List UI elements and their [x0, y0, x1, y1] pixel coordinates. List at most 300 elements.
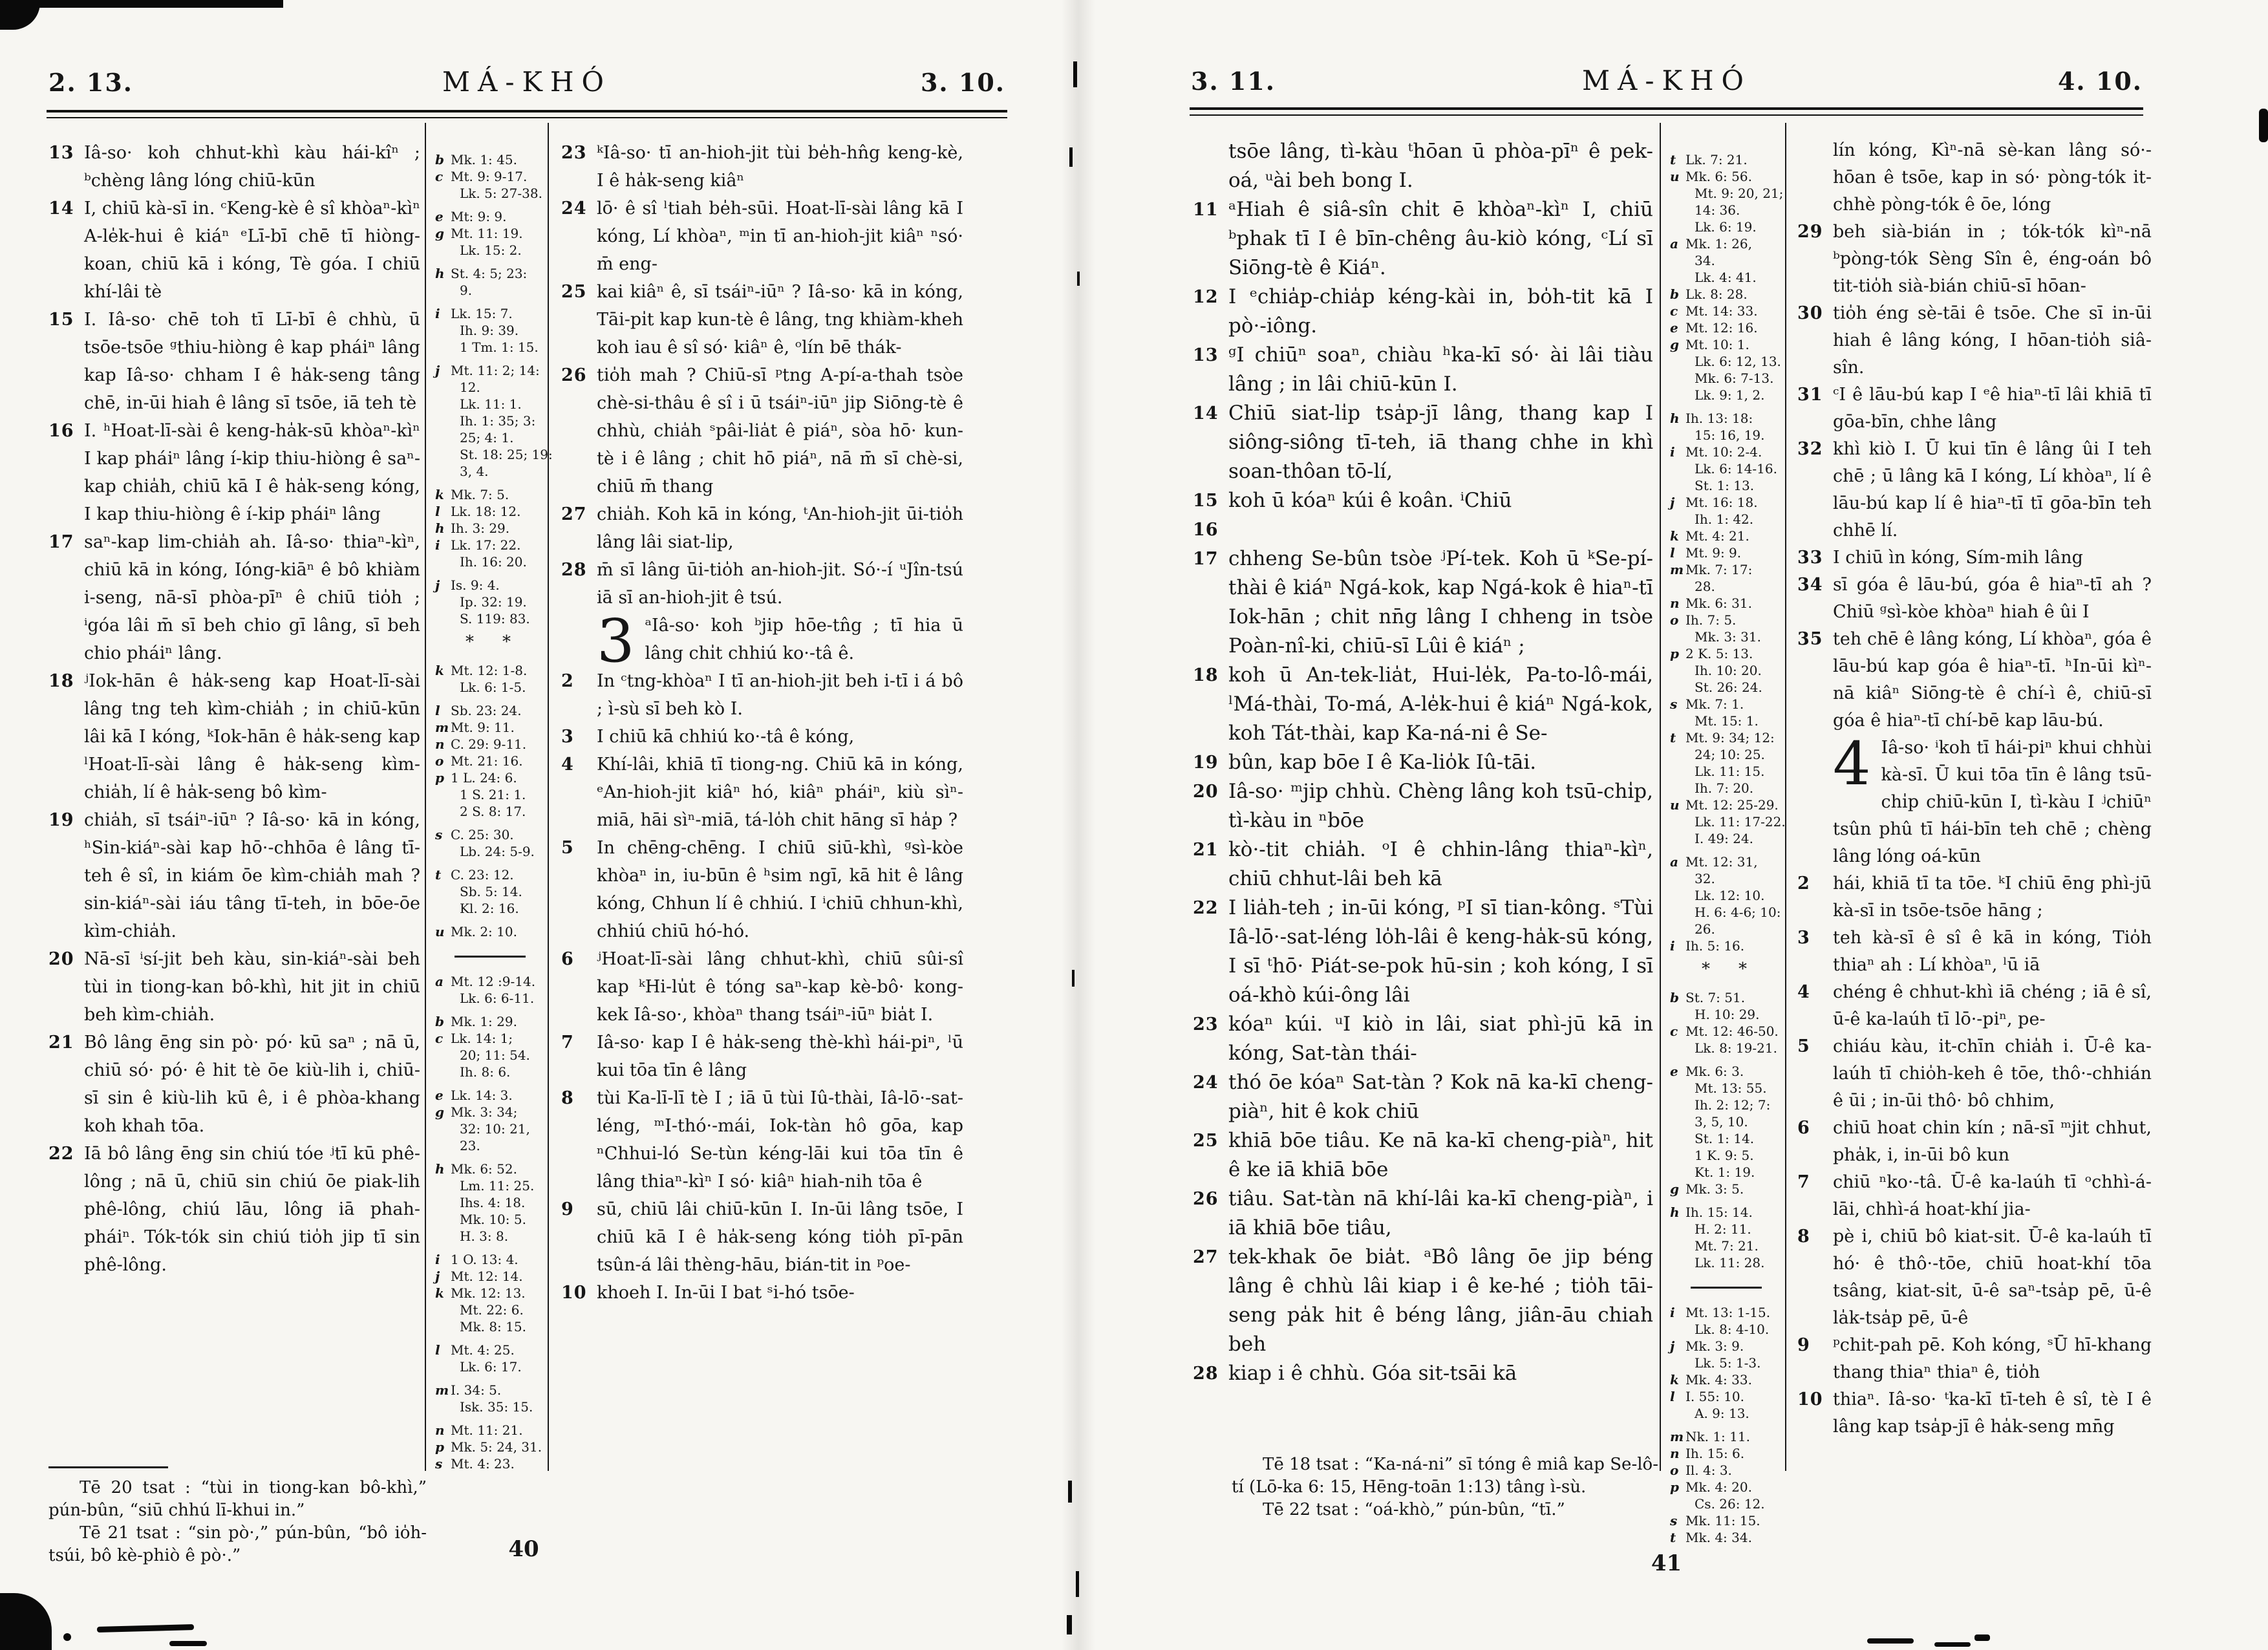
verse-text: khoeh I. In-ūi I bat ˢi-hó tsōe- [597, 1283, 855, 1303]
verse [561, 834, 963, 945]
verse [1193, 544, 1653, 661]
cross-reference: o Il. 4: 3. [1670, 1462, 1732, 1478]
cross-reference: H. 10: 29. [1695, 1007, 1760, 1022]
verse-number: 21 [1193, 840, 1219, 860]
cross-reference: 14: 36. [1695, 202, 1740, 218]
cross-reference: Ih. 8: 6. [460, 1064, 511, 1080]
verse [1193, 777, 1653, 835]
spacer [435, 1080, 545, 1087]
verse [561, 723, 963, 751]
footnote: Tē 18 tsat : “Ka-ná-ni” sī tóng ê miâ kap Se-lô-tí (Lō-ka 6: 15, Hēng-toān 1:13) tâng ì-sù. [1232, 1455, 1658, 1497]
divider-rule [1691, 1287, 1762, 1289]
verse [1193, 835, 1653, 894]
verse-text: 4 Iâ-so· ⁱkoh tī hái-piⁿ khui chhùi kà-sī. Ū kui tōa tīn ê lâng tsū-chi̍p chiū-kūn I, tì-kàu I ʲchiūⁿ tsûn phû tī hái-bīn teh chē ; chèng lâng lóng oá-kūn [1833, 729, 2152, 866]
verse [1797, 137, 2152, 219]
verse [561, 361, 963, 500]
verse [48, 667, 420, 806]
cross-reference: Ihs. 4: 18. [460, 1195, 526, 1210]
verse-text: chiū ⁿko·-tâ. Ū-ê ka-laúh tī ᵒchhì-á-lāi, chhì-á hoat-khí jia- [1833, 1172, 2152, 1219]
verse-text: chiáu kàu, it-chīn chia̍h i. Ū-ê ka-laúh tī chio̍h-keh ê tōe, thô·-chhián ê ūi ; in-ūi thô· bô chhim, [1833, 1036, 2152, 1111]
cross-reference: i 1 O. 13: 4. [435, 1252, 519, 1267]
cross-reference: St. 1: 14. [1695, 1131, 1755, 1146]
verse-text: ᵖchit-pah pē. Koh kóng, ˢŪ hī-khang thang thiaⁿ thiaⁿ ê, tio̍h [1833, 1335, 2152, 1382]
verse-text: m̄ sī lâng ūi-tio̍h an-hioh-jit. Só·-í ᵘJîn-tsú iā sī an-hioh-jit ê tsú. [597, 560, 963, 608]
divider-rule [455, 956, 526, 958]
spacer [435, 1375, 545, 1382]
cross-reference: u Mt. 12: 25-29. [1670, 797, 1779, 813]
cross-reference: s C. 25: 30. [435, 827, 514, 842]
cross-reference: Isk. 35: 15. [460, 1399, 533, 1415]
verse [1193, 748, 1653, 777]
cross-reference: Mt. 7: 21. [1695, 1238, 1759, 1254]
verse-number: 26 [1193, 1189, 1219, 1209]
section-separator: * * [1702, 959, 1751, 979]
verse [1193, 661, 1653, 748]
verse-number: 30 [1797, 303, 1823, 323]
cross-reference: n Mt. 11: 21. [435, 1422, 523, 1438]
cross-reference: 12. [460, 380, 480, 395]
verse-number: 9 [1797, 1335, 1810, 1355]
cross-reference: g Mt. 11: 19. [435, 226, 523, 241]
verse [48, 945, 420, 1029]
cross-reference: e Mt. 12: 16. [1670, 320, 1758, 336]
verse-number: 18 [1193, 665, 1219, 685]
verse-text: Iâ-so· ᵐjip chhù. Chèng lâng koh tsū-chi̍p, tì-kàu in ⁿbōe [1228, 780, 1653, 832]
verse-text: I chiū kā chhiú ko·-tâ ê kóng, [597, 727, 855, 747]
scan-smudge [1867, 1638, 1914, 1644]
verse [48, 1029, 420, 1140]
cross-reference: e Lk. 14: 3. [435, 1088, 513, 1103]
verse-text: kiap i ê chhù. Góa sit-tsāi kā [1228, 1362, 1517, 1385]
text-column-1 [1193, 137, 1653, 1450]
cross-reference: m Mt. 9: 11. [435, 720, 515, 735]
verse-number: 8 [1797, 1227, 1810, 1247]
cross-reference: j Mt. 16: 18. [1670, 495, 1758, 510]
spacer [435, 1154, 545, 1161]
cross-reference: s Mk. 11: 15. [1670, 1513, 1760, 1528]
cross-reference: c Mt. 14: 33. [1670, 303, 1758, 319]
page-left [0, 0, 1060, 1650]
verse [1193, 486, 1653, 544]
verse-text: chia̍h. Koh kā in kóng, ᵗAn-hioh-jit ūi-tio̍h lâng lâi siat-li̍p, [597, 504, 963, 552]
verse [1193, 1010, 1653, 1068]
spacer [1670, 1197, 1782, 1204]
verse-text: tek-khak ōe bia̍t. ᵃBô lâng ōe jip béng lâng ê chhù lâi kiap i ê ke-hé ; tio̍h tāi-seng pa̍k hit ê béng lâng, jiân-āu chiah beh [1228, 1245, 1653, 1356]
verse [1797, 381, 2152, 436]
cross-reference: a Mk. 1: 26, [1670, 236, 1752, 252]
chapter-number: 3 [597, 606, 635, 676]
verse-number: 9 [561, 1199, 574, 1219]
verse [1797, 1332, 2152, 1386]
spacer [435, 570, 545, 577]
cross-reference: Lk. 6: 6-11. [460, 991, 535, 1006]
header-chapter-verse-left: 2. 13. [48, 68, 134, 97]
cross-reference: 1 S. 21: 1. [460, 787, 526, 802]
verse [1797, 979, 2152, 1033]
cross-reference: Ip. 32: 19. [460, 594, 527, 610]
spacer [435, 820, 545, 826]
verse-number: 12 [1193, 287, 1219, 307]
verse [48, 528, 420, 667]
cross-reference: b Mk. 1: 45. [435, 152, 517, 167]
verse-number: 27 [561, 504, 587, 524]
verse-text: ᵏIâ-so· tī an-hioh-jit tùi be̍h-hn̂g keng-kè, I ê ha̍k-seng kiâⁿ [597, 143, 963, 191]
footnote: Tē 22 tsat : “oá-khò,” pún-bûn, “tī.” [1263, 1500, 1565, 1519]
cross-reference: H. 3: 8. [460, 1228, 509, 1244]
cross-reference: 24; 10: 25. [1695, 747, 1765, 762]
scan-smudge [1974, 1634, 1990, 1641]
verse-number [1797, 734, 1833, 870]
verse-text: lín kóng, Kìⁿ-nā sè-kan lâng só·-hōan ê tsōe, kap in só· pòng-tók it-chhè pòng-tók ê ōe, lóng [1833, 140, 2152, 215]
verse [1193, 137, 1653, 195]
scan-smudge [63, 1633, 71, 1641]
header-chapter-verse-left: 3. 11. [1191, 67, 1276, 96]
verse-text: ᵍI chiūⁿ soaⁿ, chiàu ʰka-kī só· ài lâi tiàu lâng ; in lâi chiū-kūn I. [1228, 343, 1653, 396]
chapter-number: 4 [1833, 729, 1871, 798]
cross-reference: n Mk. 6: 31. [1670, 595, 1752, 611]
verse [1797, 626, 2152, 734]
cross-reference: Ih. 1: 42. [1695, 511, 1754, 527]
cross-reference: St. 26: 24. [1695, 680, 1762, 695]
page-number-right: 41 [1651, 1550, 1682, 1576]
verse-text: hái, khiā tī ta tōe. ᵏI chiū ēng phì-jū kà-sī in tsōe-tsōe hāng ; [1833, 873, 2152, 921]
cross-reference: 1 K. 9: 5. [1695, 1148, 1754, 1163]
header-chapter-verse-right: 3. 10. [920, 68, 1005, 97]
cross-reference: Mk. 3: 31. [1695, 629, 1761, 645]
verse-text: Iâ-so· koh chhut-khì kàu hái-kîⁿ ; ᵇchèng lâng lóng chiū-kūn [84, 143, 420, 191]
cross-reference: Mt. 9: 20, 21; [1695, 186, 1784, 201]
verse-number: 5 [1797, 1036, 1810, 1056]
fold-mark [1077, 272, 1080, 286]
verse-number: 25 [1193, 1131, 1219, 1151]
cross-reference: h Mk. 6: 52. [435, 1161, 517, 1177]
verse-text: ᵃHiah ê siâ-sîn chi̍t ē khòaⁿ-kìⁿ I, chiū ᵇphak tī I ê bīn-chêng âu-kiò kóng, ᶜLí sī Siōng-tè ê Kiáⁿ. [1228, 198, 1653, 279]
cross-reference: j Mt. 12: 14. [435, 1269, 523, 1284]
fold-mark [1072, 970, 1075, 987]
cross-reference: 1 Tm. 1: 15. [460, 339, 539, 355]
verse-number: 16 [48, 421, 74, 441]
cross-reference: l I. 55: 10. [1670, 1389, 1744, 1404]
fold-mark [1067, 1615, 1072, 1634]
footnote: Tē 20 tsat : “tùi in tiong-kan bô-khì,” pún-bûn, “siū chhú lī-khui in.” [48, 1478, 427, 1520]
cross-reference: i Lk. 15: 7. [435, 306, 513, 321]
verse-text: teh kà-sī ê sî ê kā in kóng, Tio̍h thiaⁿ ah : Lí khòaⁿ, ˡū iā [1833, 928, 2152, 975]
cross-reference: l Mt. 9: 9. [1670, 545, 1742, 561]
spacer [435, 917, 545, 923]
cross-reference: u Mk. 6: 56. [1670, 169, 1752, 184]
verse-number: 33 [1797, 548, 1823, 568]
verse-text: tiâu. Sat-tàn nā khí-lâi ka-kī cheng-piàⁿ, i iā khiā bōe tiâu, [1228, 1187, 1653, 1239]
cross-reference: k Mt. 4: 21. [1670, 528, 1749, 544]
spacer [1670, 847, 1782, 853]
cross-reference: Ih. 2: 12; 7: [1695, 1097, 1771, 1113]
verse-text: teh chē ê lâng kóng, Lí khòaⁿ, góa ê lāu-bú kap góa ê hiaⁿ-tī. ʰIn-ūi kìⁿ-nā kiâⁿ Siōng-tè ê chí-ì ê, chiū-sī góa ê hiaⁿ-tī chí-bē kap lāu-bú. [1833, 629, 2152, 731]
verse-number: 28 [1193, 1364, 1219, 1384]
fold-mark [1068, 1481, 1072, 1503]
cross-reference: 32: 10: 21, [460, 1121, 530, 1137]
cross-reference: 32. [1695, 871, 1715, 886]
verse [1797, 544, 2152, 572]
verse-text: I. Iâ-so· chē toh tī Lī-bī ê chhù, ū tsōe-tsōe ᵍthiu-hiòng ê kap pháiⁿ lâng kap Iâ-so· chham I ê ha̍k-seng tâng chē, in-ūi hiah ê lâng sī tsōe, iā teh tè [84, 310, 420, 413]
cross-reference: e Mk. 6: 3. [1670, 1064, 1744, 1079]
cross-reference: 25; 4: 1. [460, 430, 514, 445]
verse-text: I chiū ìn kóng, Sím-mih lâng [1833, 548, 2083, 568]
verse-number: 17 [1193, 549, 1219, 569]
verse [1193, 1243, 1653, 1359]
cross-reference: Lk. 4: 41. [1695, 270, 1757, 285]
verse-number: 3 [1797, 928, 1810, 948]
verse [1797, 1386, 2152, 1441]
cross-reference: e Mt: 9: 9. [435, 209, 507, 224]
cross-reference: Lk. 8: 4-10. [1695, 1322, 1770, 1337]
cross-reference: l Mt. 4: 25. [435, 1342, 515, 1358]
verse-text: Iā bô lâng ēng sin chiú tóe ʲtī kū phê-lông ; nā ū, chiū sin chiú ōe piak-lih phê-lông, chiú lāu, lông iā phah-pháiⁿ. Tók-tók sin chiú tio̍h jip tī sin phê-lông. [84, 1144, 420, 1275]
verse-number: 7 [561, 1033, 574, 1053]
cross-reference: S. 119: 83. [460, 611, 530, 627]
verse [561, 1279, 963, 1307]
cross-reference: Mk. 10: 5. [460, 1212, 526, 1227]
cross-reference: Lk. 5: 1-3. [1695, 1355, 1761, 1371]
verse-text: bûn, kap bōe I ê Ka-lio̍k Iû-tāi. [1228, 751, 1537, 774]
cross-reference: p Mk. 4: 20. [1670, 1479, 1752, 1495]
spacer [435, 1245, 545, 1251]
verse-number: 35 [1797, 629, 1823, 649]
verse-number: 14 [48, 198, 74, 219]
verse-text: 3 ᵃIâ-so· koh ᵇjip hōe-tn̂g ; tī hia ū lâng chi̍t chhiú ko·-tâ ê. [597, 606, 963, 676]
verse-number: 6 [561, 949, 574, 969]
cross-reference: Cs. 26: 12. [1695, 1496, 1765, 1512]
spacer [435, 696, 545, 702]
cross-reference: n C. 29: 9-11. [435, 736, 527, 752]
verse [48, 417, 420, 528]
cross-reference: m I. 34: 5. [435, 1382, 502, 1398]
verse-number: 14 [1193, 403, 1219, 423]
cross-reference: Lk. 11: 28. [1695, 1255, 1765, 1270]
cross-reference: 2 S. 8: 17. [460, 804, 526, 819]
spacer [435, 259, 545, 265]
text-column-1 [48, 139, 420, 1471]
cross-reference: k Mt. 12: 1-8. [435, 663, 528, 678]
verse-text: chheng Se-bûn tsòe ʲPí-tek. Koh ū ᵏSe-pí-thài ê kiáⁿ Ngá-kok, kap Ngá-kok ê hiaⁿ-tī Iok-hān ; chit nn̄g lâng I chheng in tsòe Poàn-nî-ki, chiū-sī Lûi ê kiáⁿ ; [1228, 547, 1653, 658]
spacer [435, 299, 545, 305]
cross-reference: I. 49: 24. [1695, 831, 1753, 846]
cross-reference: Lk. 8: 19-21. [1695, 1040, 1777, 1056]
cross-reference: Lk. 11: 17-22. [1695, 814, 1786, 830]
verse-text: Khí-lâi, khiā tī tiong-ng. Chiū kā in kóng, ᵉAn-hioh-jit kiâⁿ hó, kiâⁿ pháiⁿ, kiù sìⁿ-miā, hāi sìⁿ-miā, tá-lo̍h chit hāng sī ha̍p ? [597, 755, 963, 830]
verse-text: kò·-tit chia̍h. ᵒI ê chhin-lâng thiaⁿ-kìⁿ, chiū chhut-lâi beh kā [1228, 838, 1653, 890]
cross-reference: Ih. 1: 35; 3: [460, 413, 536, 429]
verse-number: 28 [561, 560, 587, 580]
verse [1797, 436, 2152, 544]
verse [48, 195, 420, 306]
verse [1193, 1126, 1653, 1184]
verse-number: 6 [1797, 1118, 1810, 1138]
verse-text: In chēng-chēng. I chiū siū-khì, ᵍsì-kòe khòaⁿ in, iu-būn ê ʰsim ngī, kā hit ê lâng kóng, Chhun lí ê chhiú. I ⁱchiū chhun-khì, chhiú chiū hó-hó. [597, 838, 963, 941]
verse-text: sū, chiū lâi chiū-kūn I. In-ūi lâng tsōe, I chiū kā I ê ha̍k-seng kóng tio̍h pī-pān tsûn-á lâi thèng-hāu, bián-tit in ᵖoe- [597, 1199, 963, 1275]
cross-reference: Ih. 16: 20. [460, 554, 527, 570]
fold-mark [1073, 61, 1077, 87]
verse-text: ʲHoat-lī-sài lâng chhut-khì, chiū sûi-sî kap ᵏHi-lu̍t ê tóng saⁿ-kap kè-bô· kong-kek Iâ-so·, khòaⁿ thang tsáiⁿ-iūⁿ bia̍t I. [597, 949, 963, 1025]
spacer [435, 202, 545, 208]
verse-text: chia̍h, sī tsáiⁿ-iūⁿ ? Iâ-so· kā in kóng, ʰSin-kiáⁿ-sài kap hō·-chhōa ê lâng tī-teh ê sî, in kiám ōe kìm-chia̍h mah ? sin-kiáⁿ-sài iáu tâng tī-teh, in bōe-ōe kìm-chia̍h. [84, 810, 420, 941]
spacer [435, 1415, 545, 1422]
verse-text: thó ōe kóaⁿ Sat-tàn ? Kok nā ka-kī cheng-piàⁿ, hit ê kok chiū [1228, 1071, 1653, 1123]
verse-number: 21 [48, 1033, 74, 1053]
verse-number: 2 [561, 671, 574, 691]
cross-reference: t C. 23: 12. [435, 867, 514, 883]
page-right [1099, 0, 2268, 1650]
verse-text: saⁿ-kap lim-chia̍h ah. Iâ-so· thiaⁿ-kìⁿ, chiū kā in kóng, Ióng-kiāⁿ ê bô khiàm i-seng, nā-sī phòa-pīⁿ ê chiū tio̍h ; ⁱgóa lâi m̄ sī beh chio gī lâng, sī beh chio pháiⁿ lâng. [84, 532, 420, 663]
cross-reference: h Ih. 15: 14. [1670, 1205, 1753, 1220]
verse-number: 19 [1193, 753, 1219, 773]
verse-number: 15 [48, 310, 74, 330]
verse-number: 18 [48, 671, 74, 691]
verse-number: 20 [1193, 782, 1219, 802]
verse-number: 24 [561, 198, 587, 219]
cross-reference: Lk. 11: 1. [460, 396, 522, 412]
fold-mark [1069, 147, 1073, 167]
binding-fold-shadow [1062, 0, 1095, 1650]
verse [1797, 300, 2152, 381]
verse [1797, 1169, 2152, 1223]
verse [1797, 1033, 2152, 1115]
verse-number: 15 16 [1193, 491, 1219, 540]
verse [1193, 195, 1653, 283]
verse-text: I, chiū kà-sī in. ᶜKeng-kè ê sî khòaⁿ-kìⁿ A-le̍k-hui ê kiáⁿ ᵉLī-bī chē tī hiòng-koan, chiū kā i kóng, Tè góa. I chiū khí-lâi tè [84, 198, 420, 302]
book-title: MÁ-KHÓ [442, 66, 612, 98]
cross-reference: 20; 11: 54. [460, 1047, 530, 1063]
verse-text: I lia̍h-teh ; in-ūi kóng, ᵖI sī tian-kông. ˢTùi Iâ-lō·-sat-léng lo̍h-lâi ê keng-ha̍k-sū kóng, I sī ᵗhō· Piát-se-pok hū-sin ; koh kóng, I sī oá-khò kúi-ông lâi [1228, 896, 1653, 1007]
cross-reference: Ih. 7: 20. [1695, 780, 1754, 796]
text-column-2 [1797, 137, 2152, 1524]
cross-reference: 3, 4. [460, 464, 489, 479]
cross-reference: Lk. 9: 1, 2. [1695, 387, 1765, 403]
cross-reference: g Mt. 10: 1. [1670, 337, 1749, 352]
spacer [435, 940, 545, 947]
cross-reference: p Mk. 5: 24, 31. [435, 1439, 542, 1455]
verse [48, 1140, 420, 1279]
verse [1193, 283, 1653, 341]
page-number-left: 40 [508, 1536, 539, 1562]
cross-reference: 26. [1695, 921, 1715, 937]
verse [561, 1084, 963, 1195]
verse-text: I ᵉchia̍p-chia̍p kéng-kài in, bo̍h-tit kā I pò·-iông. [1228, 285, 1653, 338]
verse-number: 26 [561, 365, 587, 385]
cross-reference: A. 9: 13. [1695, 1406, 1749, 1421]
verse-text: Chiū siat-li̍p tsa̍p-jī lâng, thang kap I siông-siông tī-teh, iā thang chhe in khì soan-thôan tō-lí, [1228, 402, 1653, 483]
running-header-left-page [48, 66, 1005, 98]
cross-reference: 34. [1695, 253, 1715, 268]
cross-reference: Mt. 15: 1. [1695, 713, 1759, 729]
scan-smudge [0, 0, 283, 8]
cross-reference: Ih. 10: 20. [1695, 663, 1762, 678]
verse [48, 139, 420, 195]
spacer [1670, 403, 1782, 410]
cross-reference: Sb. 5: 14. [460, 884, 522, 899]
cross-reference: Lb. 24: 5-9. [460, 844, 535, 859]
spacer [435, 480, 545, 486]
cross-reference: 3, 5, 10. [1695, 1114, 1748, 1130]
verse-number: 10 [1797, 1389, 1823, 1409]
cross-reference: 28. [1695, 579, 1715, 594]
verse-number: 7 [1797, 1172, 1810, 1192]
cross-reference: j Mt. 11: 2; 14: [435, 363, 540, 378]
spacer [1670, 1056, 1782, 1063]
verse-number: 2 [1797, 873, 1810, 894]
cross-reference: i Ih. 5: 16. [1670, 938, 1745, 954]
verse-number: 24 [1193, 1073, 1219, 1093]
cross-reference: a Mt. 12 :9-14. [435, 974, 536, 989]
cross-reference: p 2 K. 5: 13. [1670, 646, 1753, 661]
verse [561, 500, 963, 556]
scan-smudge [1934, 1642, 1971, 1647]
verse-number [1193, 137, 1228, 195]
verse [1193, 1068, 1653, 1126]
verse-number: 31 [1797, 385, 1823, 405]
verse [561, 556, 963, 612]
verse [48, 806, 420, 945]
cross-reference: h St. 4: 5; 23: [435, 266, 528, 281]
verse [1193, 341, 1653, 399]
verse [561, 1195, 963, 1279]
fold-mark [1076, 1571, 1079, 1597]
cross-reference: Lk. 15: 2. [460, 242, 522, 258]
cross-reference: j Mk. 3: 9. [1670, 1338, 1744, 1354]
verse-text: tsōe lâng, tì-kàu ᵗhōan ū phòa-pīⁿ ê pek-oá, ᵘài beh bong I. [1228, 140, 1653, 192]
verse [1193, 1359, 1653, 1388]
scan-smudge [169, 1641, 207, 1646]
cross-reference: s Mk. 7: 1. [1670, 696, 1744, 712]
verse-text: tio̍h mah ? Chiū-sī ᵖtng A-pí-a-thah tsòe chè-si-thâu ê sî i ū tsáiⁿ-iūⁿ jip Siōng-tè ê chhù, chia̍h ˢpâi-lia̍t ê piáⁿ, sòa hō· kun-tè i ê lâng ; chit hō piáⁿ, nā m̄ sī chè-si, chiū m̄ thang [597, 365, 963, 497]
chapter-start-verse [561, 606, 963, 676]
verse [561, 195, 963, 278]
verse-number: 27 [1193, 1247, 1219, 1267]
cross-reference: Lk. 12: 10. [1695, 888, 1765, 903]
spacer [435, 1007, 545, 1013]
cross-reference: 23. [460, 1138, 480, 1153]
cross-reference: u Mk. 2: 10. [435, 924, 517, 939]
cross-reference: Lk. 5: 27-38. [460, 186, 542, 201]
verse-text: kai kiâⁿ ê, sī tsáiⁿ-iūⁿ ? Iâ-so· kā in kóng, Tāi-pi̍t kap kun-tè ê lâng, tng khiàm-kheh koh iau ê sî só· kiâⁿ ê, ᵒlín bē thák- [597, 282, 963, 358]
verse [1797, 1223, 2152, 1332]
verse-number: 23 [1193, 1014, 1219, 1034]
spacer [1670, 983, 1782, 989]
cross-reference: l Lk. 18: 12. [435, 504, 521, 519]
scan-smudge [2259, 109, 2268, 142]
cross-reference: b St. 7: 51. [1670, 990, 1746, 1005]
cross-reference: h Ih. 3: 29. [435, 520, 510, 536]
verse-text: koh ū kóaⁿ kúi ê koân. ⁱChiū [1228, 489, 1512, 512]
cross-reference: m Mk. 7: 17: [1670, 562, 1753, 577]
spacer [435, 860, 545, 866]
cross-reference: o Ih. 7: 5. [1670, 612, 1737, 628]
verse-number: 5 [561, 838, 574, 858]
cross-reference: a Mt. 12: 31, [1670, 854, 1758, 870]
verse-text: tùi Ka-lī-lī tè I ; iā ū tùi Iû-thài, Iâ-lō·-sat-léng, ᵐI-thó·-mái, Iok-tàn hô gōa, kap ⁿChhui-ló Se-tùn kéng-lāi kui tōa tīn ê lâng thiaⁿ-kìⁿ I só· kiâⁿ hiah-nih tōa ê [597, 1088, 963, 1192]
verse-text: I. ʰHoat-lī-sài ê keng-ha̍k-sū khòaⁿ-kìⁿ I kap pháiⁿ lâng í-kip thiu-hiòng ê saⁿ-kap chia̍h, chiū kā I ê ha̍k-seng kóng, I kap thiu-hiòng ê í-kip pháiⁿ lâng [84, 421, 420, 524]
verse-number: 22 [1193, 898, 1219, 918]
footnote-rule [48, 1466, 168, 1468]
verse-text: beh sià-bián in ; tók-tók kìⁿ-nā ᵇpòng-tók Sèng Sîn ê, éng-oán bô tit-tio̍h sià-bián chiū-sī hōan- [1833, 222, 2152, 296]
cross-reference: h Ih. 13: 18: [1670, 411, 1753, 426]
book-title: MÁ-KHÓ [1582, 65, 1751, 96]
verse-text: khì kiò I. Ū kui tīn ê lâng ûi I teh chē ; ū lâng kā I kóng, Lí khòaⁿ, lí ê lāu-bú kap lí ê hiaⁿ-tī tī gōa-bīn teh chhē lí. [1833, 439, 2152, 541]
cross-reference: l Sb. 23: 24. [435, 703, 522, 718]
verse-number: 22 [48, 1144, 74, 1164]
verse [561, 751, 963, 834]
cross-reference: c Lk. 14: 1; [435, 1031, 513, 1046]
cross-reference: Mt. 13: 55. [1695, 1080, 1767, 1096]
